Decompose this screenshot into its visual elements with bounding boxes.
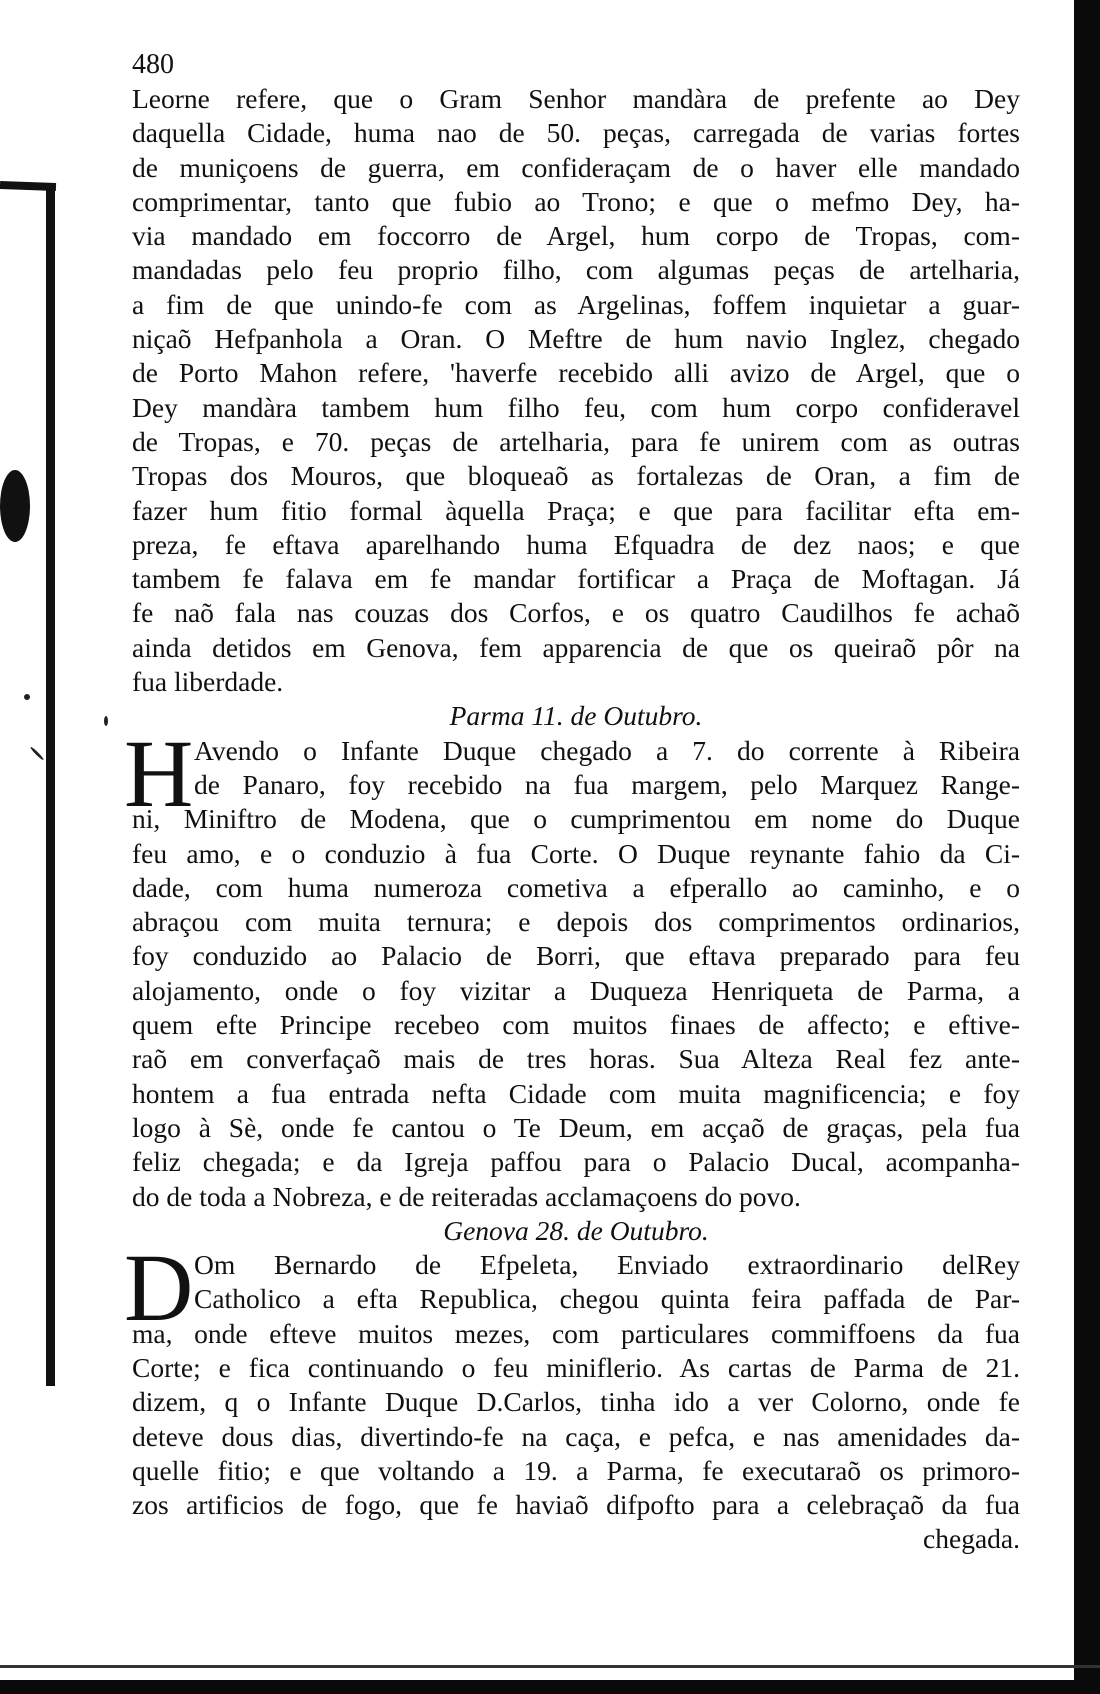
- text-line: abraçou com muita ternura; e depois dos comprimentos ordinarios,: [132, 906, 1020, 938]
- text-line: Tropas dos Mouros, que bloqueaõ as fortalezas de Oran, a fim de: [132, 460, 1020, 492]
- ink-blot: [0, 470, 30, 542]
- text-line: dizem, q o Infante Duque D.Carlos, tinha ido a ver Colorno, onde fe: [132, 1386, 1020, 1418]
- ink-speck: [104, 716, 108, 726]
- text-line: via mandado em foccorro de Argel, hum corpo de Tropas, com-: [132, 220, 1020, 252]
- text-line: zos artificios de fogo, que fe haviaõ difpofto para a celebraçaõ da fua: [132, 1489, 1020, 1521]
- text-line: alojamento, onde o foy vizitar a Duqueza Henriqueta de Parma, a: [132, 974, 1020, 1006]
- text-line: Dey mandàra tambem hum filho feu, com hum corpo confideravel: [132, 391, 1020, 423]
- paragraph-parma: [124, 719, 1020, 1214]
- text-line: niçaõ Hefpanhola a Oran. O Meftre de hum navio Inglez, chegado: [132, 323, 1020, 355]
- dateline-parma: Parma 11. de Outubro.: [449, 700, 703, 732]
- drop-cap: D: [124, 1234, 194, 1342]
- text-line: feliz chegada; e da Igreja paffou para o Palacio Ducal, acompanha-: [132, 1146, 1020, 1178]
- text-line: mandadas pelo feu proprio filho, com algumas peças de artelharia,: [132, 254, 1020, 286]
- bottom-rule: [0, 1665, 1100, 1668]
- text-line: Corte; e fica continuando o feu miniflerio. As cartas de Parma de 21.: [132, 1351, 1020, 1383]
- text-line: feu amo, e o conduzio à fua Corte. O Duque reynante fahio da Ci-: [132, 837, 1020, 869]
- page-bottom-edge: [0, 1680, 1100, 1694]
- text-line: logo à Sè, onde fe cantou o Te Deum, em acçaõ de graças, pela fua: [132, 1111, 1020, 1143]
- text-line: preza, fe eftava aparelhando huma Efquadra de dez naos; e que: [132, 528, 1020, 560]
- text-line: quem efte Principe recebeo com muitos finaes de affecto; e eftive-: [132, 1009, 1020, 1041]
- text-line: dade, com huma numeroza cometiva a efperallo ao caminho, e o: [132, 871, 1020, 903]
- text-line: tambem fe falava em fe mandar fortificar a Praça de Moftagan. Já: [132, 563, 1020, 595]
- text-line: Leorne refere, que o Gram Senhor mandàra de prefente ao Dey: [132, 83, 1020, 114]
- text-line: raõ em converfaçaõ mais de tres horas. Sua Alteza Real fez ante-: [132, 1043, 1020, 1075]
- text-line: ma, onde efteve muitos mezes, com particulares commiffoens da fua: [132, 1317, 1020, 1349]
- text-line: deteve dous dias, divertindo-fe na caça, e pefca, e nas amenidades da-: [132, 1420, 1020, 1452]
- paragraph-leorne: [132, 82, 1020, 699]
- text-line: ni, Miniftro de Modena, que o cumprimentou em nome do Duque: [132, 803, 1020, 835]
- paragraph-genova: [124, 1234, 1020, 1522]
- text-line: de Panaro, foy recebido na fua margem, pelo Marquez Range-: [194, 768, 1020, 800]
- page-edge-shadow: [1074, 0, 1100, 1694]
- text-line: de muniçoens de guerra, em confideraçam de o haver elle mandado: [132, 151, 1020, 183]
- drop-cap: H: [124, 719, 194, 827]
- text-line: Catholico a efta Republica, chegou quinta feira paffada de Par-: [194, 1283, 1020, 1315]
- text-line: ainda detidos em Genova, fem apparencia de que os queiraõ pôr na: [132, 631, 1020, 663]
- text-line: hontem a fua entrada nefta Cidade com muita magnificencia; e foy: [132, 1077, 1020, 1109]
- text-line: fua liberdade.: [132, 666, 284, 698]
- text-line: comprimentar, tanto que fubio ao Trono; e que o mefmo Dey, ha-: [132, 185, 1020, 217]
- catchword: chegada.: [923, 1523, 1020, 1555]
- text-line: foy conduzido ao Palacio de Borri, que eftava preparado para feu: [132, 940, 1020, 972]
- text-line: a fim de que unindo-fe com as Argelinas, foffem inquietar a guar-: [132, 288, 1020, 320]
- text-line: de Tropas, e 70. peças de artelharia, para fe unirem com as outras: [132, 425, 1020, 457]
- margin-bracket: [46, 186, 55, 1386]
- text-line: quelle fitio; e que voltando a 19. a Parma, fe executaraõ os primoro-: [132, 1454, 1020, 1486]
- ink-speck: [30, 746, 45, 761]
- text-line: fe naõ fala nas couzas dos Corfos, e os quatro Caudilhos fe achaõ: [132, 597, 1020, 629]
- text-line: fazer hum fitio formal àquella Praça; e que para facilitar efta em-: [132, 494, 1020, 526]
- text-line: do de toda a Nobreza, e de reiteradas acclamaçoens do povo.: [132, 1180, 801, 1212]
- text-line: Om Bernardo de Efpeleta, Enviado extraordinario delRey: [194, 1249, 1020, 1281]
- text-line: de Porto Mahon refere, 'haverfe recebido alli avizo de Argel, que o: [132, 357, 1020, 389]
- ink-speck: [24, 694, 30, 700]
- text-line: Avendo o Infante Duque chegado a 7. do corrente à Ribeira: [194, 734, 1020, 766]
- document-text: [124, 48, 1020, 1557]
- dateline-genova: Genova 28. de Outubro.: [443, 1214, 709, 1246]
- page-number: 480: [132, 49, 174, 80]
- text-line: daquella Cidade, huma nao de 50. peças, carregada de varias fortes: [132, 117, 1020, 149]
